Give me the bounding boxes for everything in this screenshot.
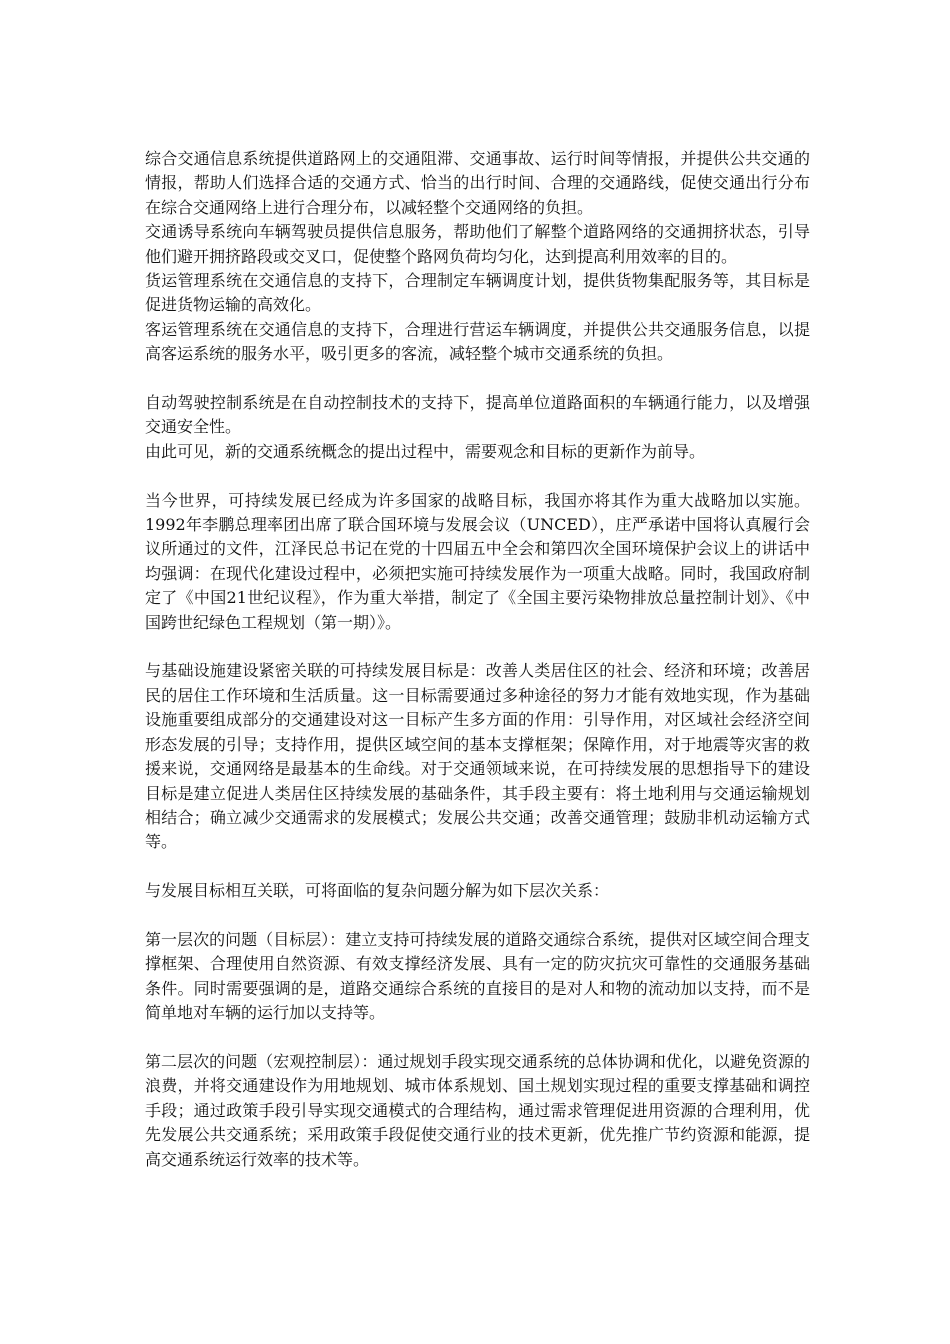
document-body [145, 147, 810, 1172]
paragraph-hierarchy-intro: 与发展目标相互关联，可将面临的复杂问题分解为如下层次关系： [145, 881, 610, 901]
paragraph-traffic-info-system: 综合交通信息系统提供道路网上的交通阻滞、交通事故、运行时间等情报，并提供公共交通的情报，帮助人们选择合适的交通方式、恰当的出行时间、合理的交通路线，促使交通出行分布在综合交通网络上进行合理分布，以减轻整个交通网络的负担。 [145, 149, 810, 217]
paragraph-conclusion: 由此可见，新的交通系统概念的提出过程中，需要观念和目标的更新作为前导。 [145, 441, 706, 461]
paragraph-gap [145, 367, 810, 391]
paragraph-traffic-guidance-system: 交通诱导系统向车辆驾驶员提供信息服务，帮助他们了解整个道路网络的交通拥挤状态，引导他们避开拥挤路段或交叉口，促使整个路网负荷均匀化，达到提高利用效率的目的。 [145, 222, 810, 266]
paragraph-sustainable-development: 当今世界，可持续发展已经成为许多国家的战略目标，我国亦将其作为重大战略加以实施。1992年李鹏总理率团出席了联合国环境与发展会议（UNCED），庄严承诺中国将认真履行会议所通过的文件，江泽民总书记在党的十四届五中全会和第四次全国环境保护会议上的讲话中均强调：在现代化建设过程中，必须把实施可持续发展作为一项重大战略。同时，我国政府制定了《中国21世纪议程》，作为重大举措，制定了《全国主要污染物排放总量控制计划》、《中国跨世纪绿色工程规划（第一期）》。 [145, 490, 810, 632]
paragraph-gap [145, 1026, 810, 1050]
paragraph-level-one: 第一层次的问题（目标层）：建立支持可持续发展的道路交通综合系统，提供对区域空间合理支撑框架、合理使用自然资源、有效支撑经济发展、具有一定的防灾抗灾可靠性的交通服务基础条件。同时需要强调的是，道路交通综合系统的直接目的是对人和物的流动加以支持，而不是简单地对车辆的运行加以支持等。 [145, 929, 810, 1023]
paragraph-auto-driving-system: 自动驾驶控制系统是在自动控制技术的支持下，提高单位道路面积的车辆通行能力，以及增强交通安全性。 [145, 393, 810, 437]
paragraph-gap [145, 464, 810, 488]
paragraph-passenger-management-system: 客运管理系统在交通信息的支持下，合理进行营运车辆调度，并提供公共交通服务信息，以提高客运系统的服务水平，吸引更多的客流，减轻整个城市交通系统的负担。 [145, 319, 810, 364]
paragraph-freight-management-system: 货运管理系统在交通信息的支持下，合理制定车辆调度计划，提供货物集配服务等，其目标是促进货物运输的高效化。 [145, 271, 810, 315]
paragraph-infrastructure-goals: 与基础设施建设紧密关联的可持续发展目标是：改善人类居住区的社会、经济和环境；改善居民的居住工作环境和生活质量。这一目标需要通过多种途径的努力才能有效地实现，作为基础设施重要组成部分的交通建设对这一目标产生多方面的作用：引导作用，对区域社会经济空间形态发展的引导；支持作用，提供区域空间的基本支撑框架；保障作用，对于地震等灾害的救援来说，交通网络是最基本的生命线。对于交通领域来说，在可持续发展的思想指导下的建设目标是建立促进人类居住区持续发展的基础条件，其手段主要有：将土地利用与交通运输规划相结合；确立减少交通需求的发展模式；发展公共交通；改善交通管理；鼓励非机动运输方式等。 [145, 661, 810, 852]
paragraph-gap [145, 904, 810, 928]
paragraph-gap [145, 635, 810, 659]
paragraph-gap [145, 855, 810, 879]
paragraph-level-two: 第二层次的问题（宏观控制层）：通过规划手段实现交通系统的总体协调和优化，以避免资源的浪费，并将交通建设作为用地规划、城市体系规划、国土规划实现过程的重要支撑基础和调控手段；通过政策手段引导实现交通模式的合理结构，通过需求管理促进用资源的合理利用，优先发展公共交通系统；采用政策手段促使交通行业的技术更新，优先推广节约资源和能源，提高交通系统运行效率的技术等。 [145, 1051, 810, 1169]
